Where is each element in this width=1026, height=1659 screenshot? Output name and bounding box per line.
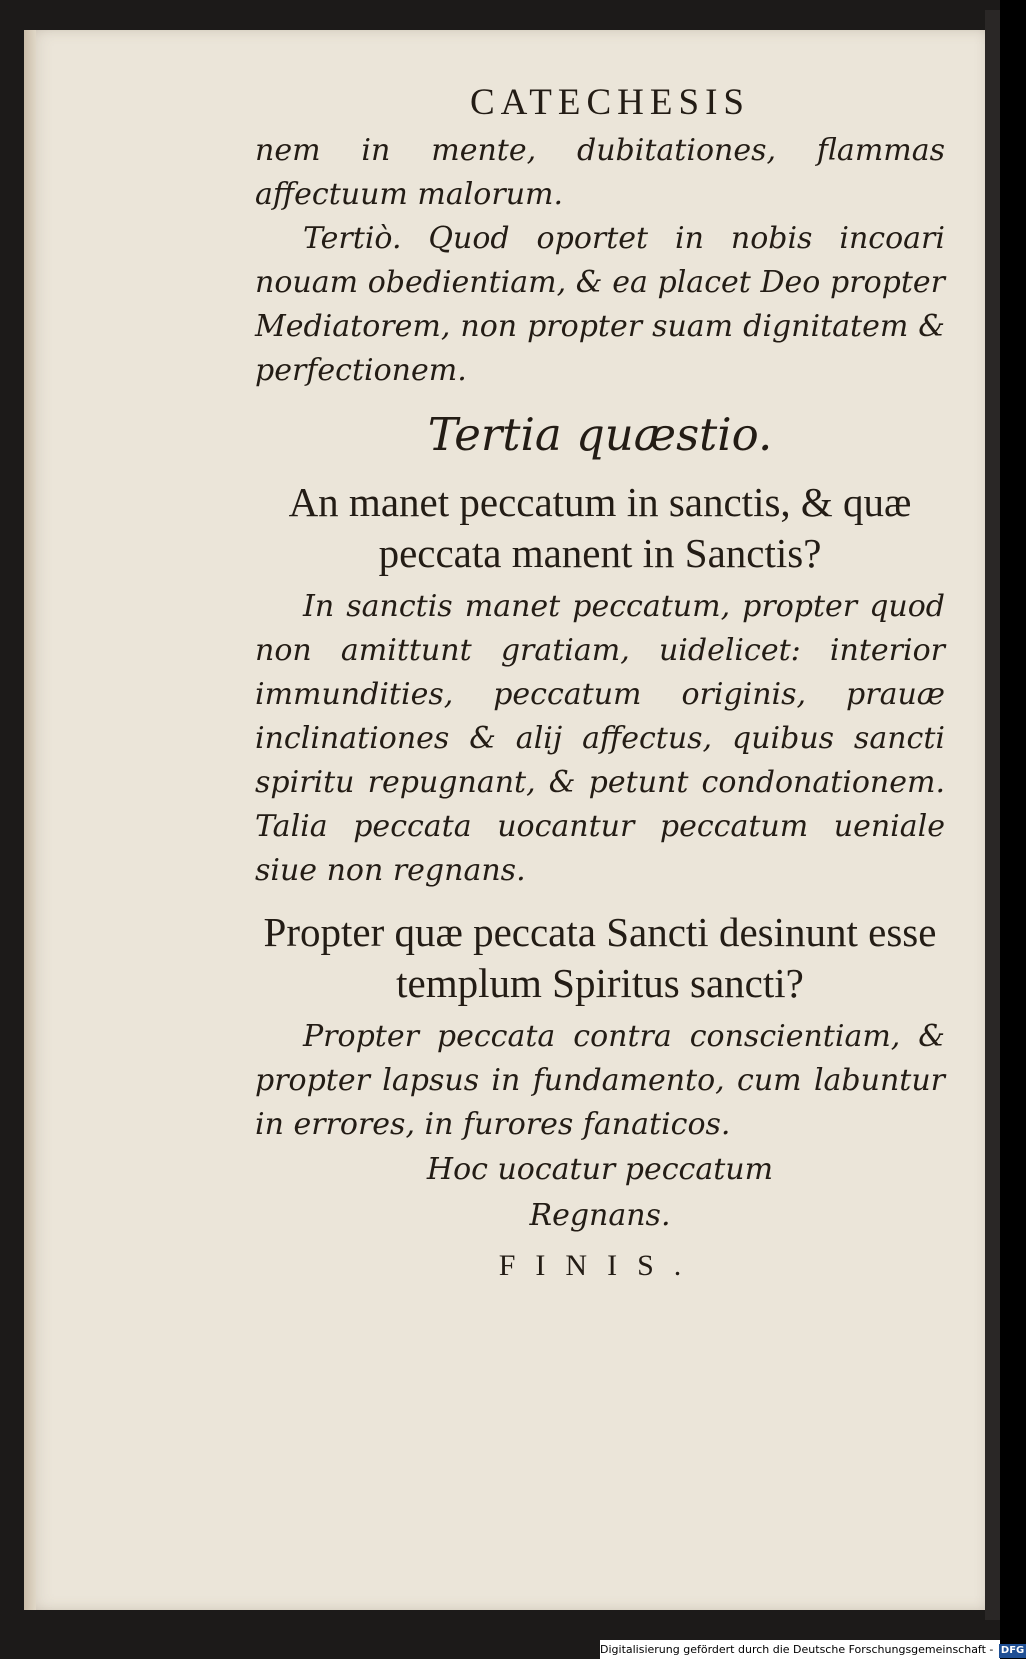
question-title: Tertia quæstio.: [427, 408, 773, 461]
dfg-logo: DFG: [1000, 1645, 1025, 1656]
answer-temple: [255, 1015, 945, 1147]
page-text-block: [255, 75, 945, 1289]
question-heading-sin-in-saints: An manet peccatum in sanctis, & quæ peccata manent in Sanctis?: [288, 479, 912, 576]
page-gutter: [24, 30, 36, 1610]
footer-text: Digitalisierung gefördert durch die Deutsche Forschungsgemeinschaft -: [600, 1643, 994, 1656]
finis-mark: FINIS.: [498, 1249, 702, 1282]
answer-paragraph: In sanctis manet peccatum, propter quod non amittunt gratiam, uidelicet: interior immundities, peccatum originis, prauæ inclinationes & alij affectus, quibus sancti spiritu repugnant, & petunt condonationem. Talia peccata uocantur peccatum ueniale siue non regnans.: [255, 589, 945, 888]
answer-sin-in-saints: [255, 585, 945, 893]
answer-paragraph: Propter peccata contra conscientiam, & propter lapsus in fundamento, cum labuntur in errores, in furores fanaticos.: [255, 1019, 945, 1142]
running-head: CATECHESIS: [470, 82, 750, 123]
question-heading-temple: Propter quæ peccata Sancti desinunt esse templum Spiritus sancti?: [263, 909, 937, 1006]
page-right-edge: [985, 10, 1000, 1620]
paragraph-tertio: Tertiò. Quod oportet in nobis incoari nouam obedientiam, & ea placet Deo propter Mediatorem, non propter suam dignitatem & perfectionem.: [255, 221, 945, 388]
paragraph-continuation: nem in mente, dubitationes, flammas affectuum malorum.: [255, 133, 945, 212]
closing-line-1: Hoc uocatur peccatum: [426, 1152, 774, 1187]
digitization-footer: [600, 1640, 1025, 1659]
body-text-top: [255, 129, 945, 393]
closing-line-2: Regnans.: [529, 1198, 671, 1233]
